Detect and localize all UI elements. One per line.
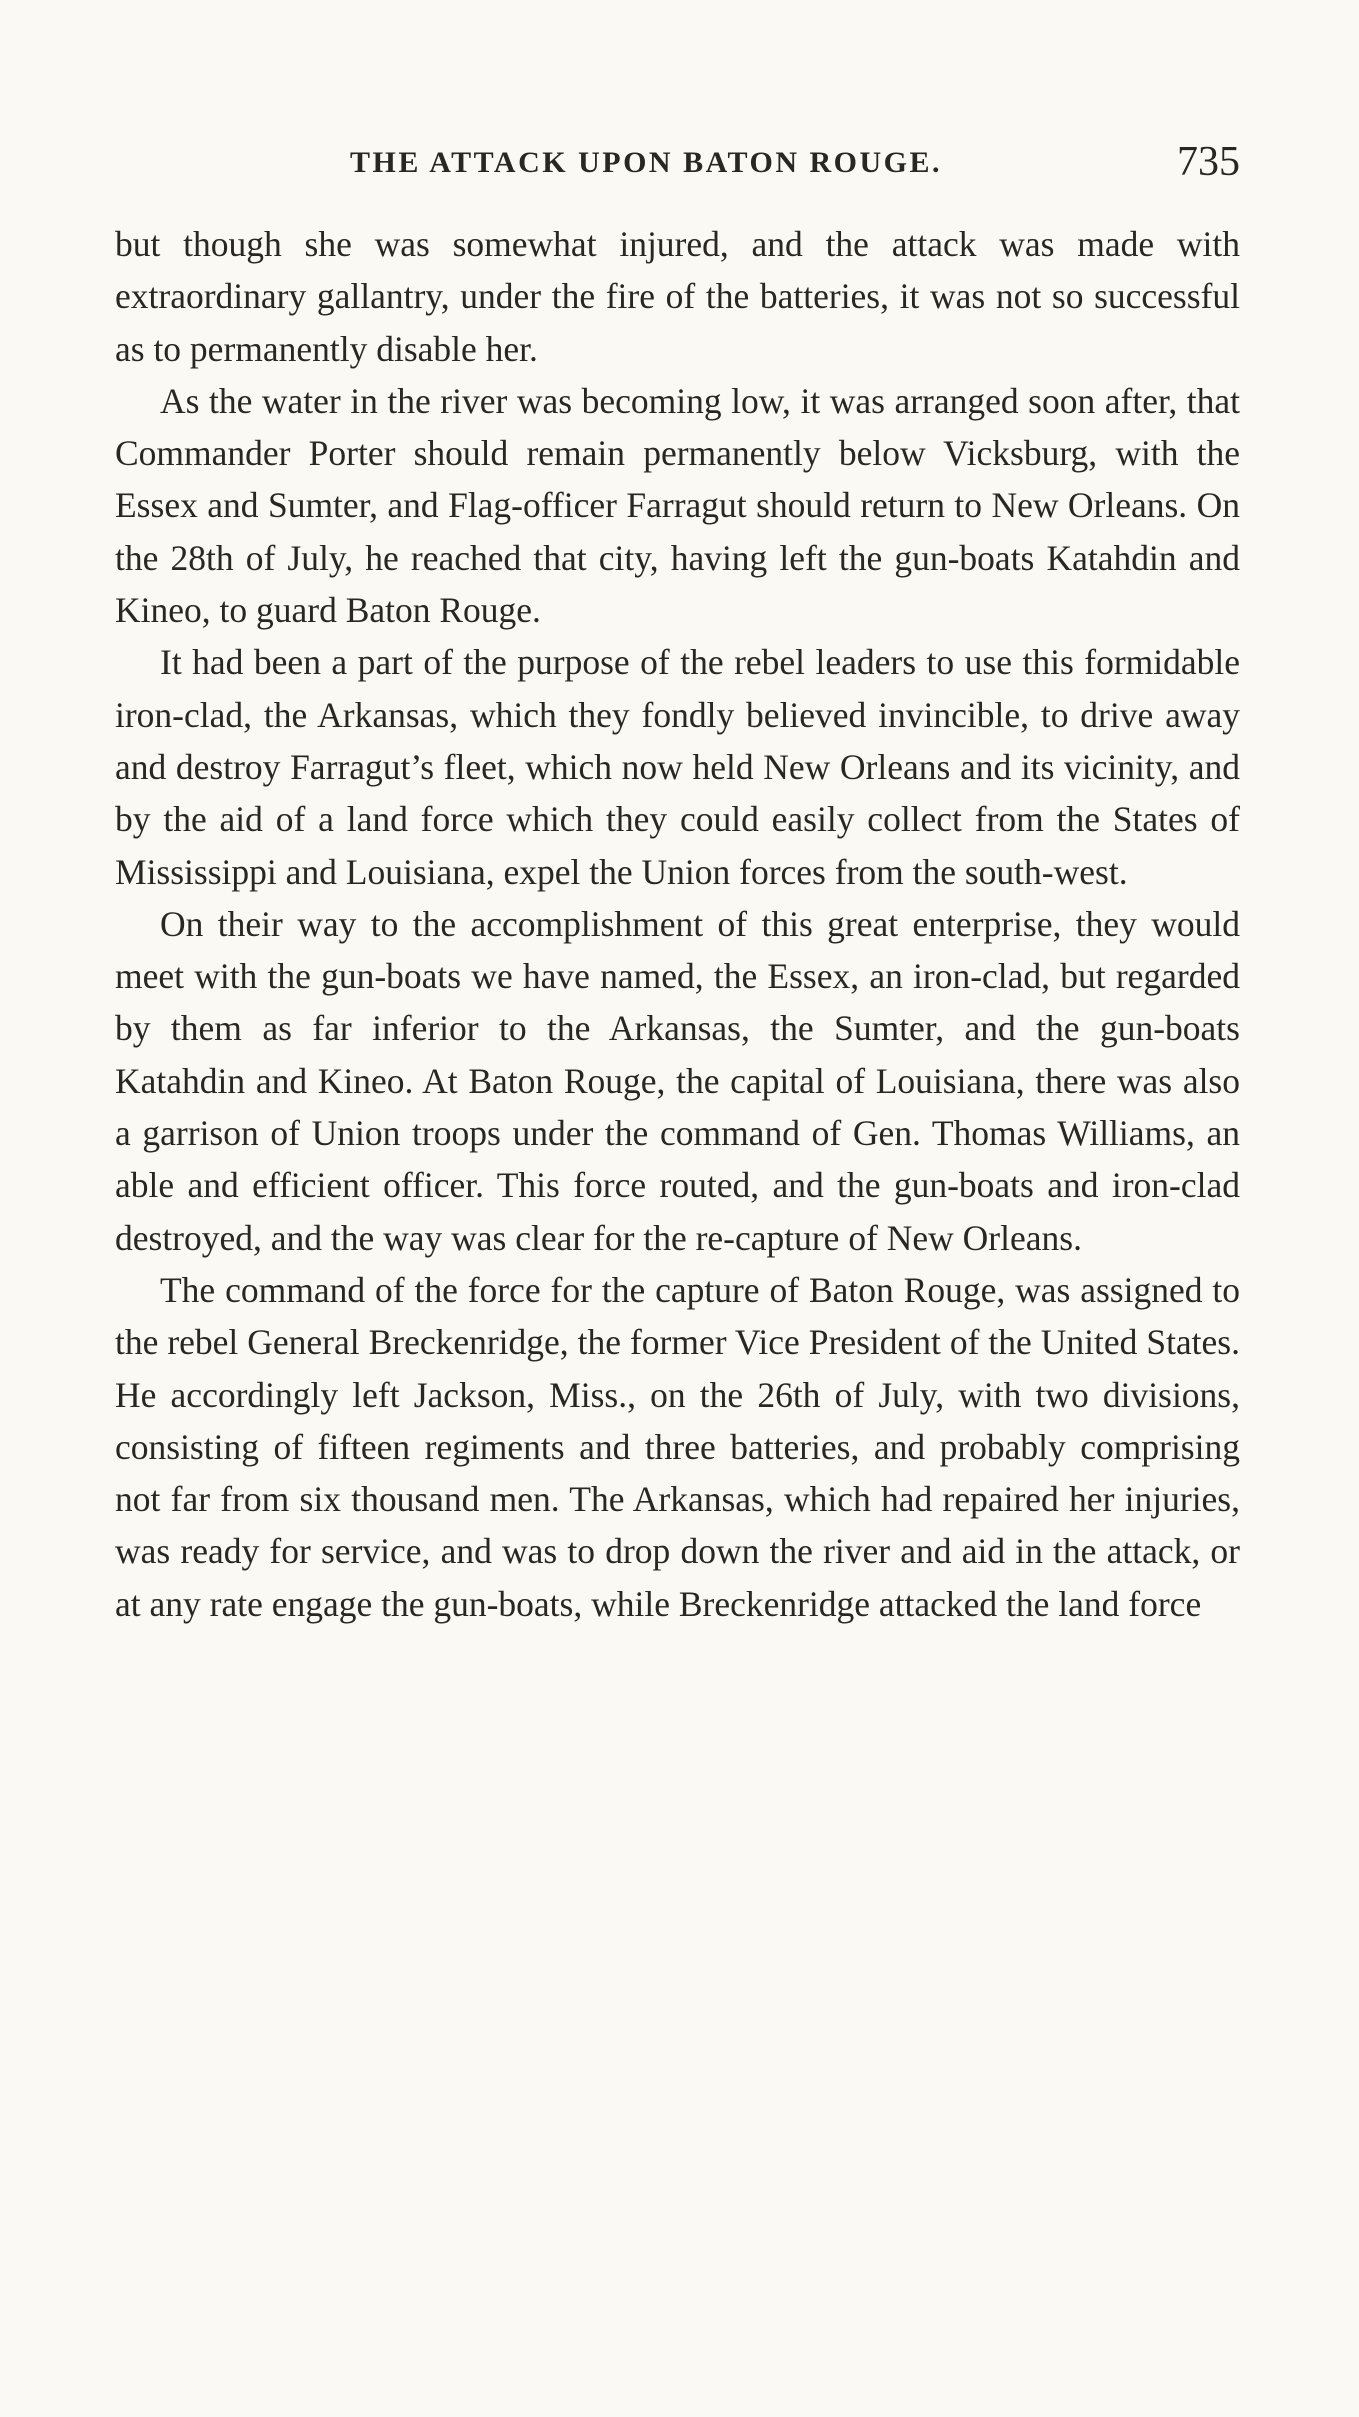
paragraph-continued: but though she was somewhat injured, and the attack was made with extraordinary gallantry, under the fire of the batteries, it was not so successful as to permanently disable her. (115, 224, 1240, 369)
paragraph-rebel-purpose: It had been a part of the purpose of the rebel leaders to use this formidable iron-clad, the Arkansas, which they fondly believed invincible, to drive away and destroy Farragut’s fleet, which now held New Orleans and its vicinity, and by the aid of a land force which they could easily collect from the States of Mississippi and Louisiana, expel the Union forces from the south-west. (115, 642, 1240, 892)
running-title: THE ATTACK UPON BATON ROUGE. (350, 146, 943, 179)
paragraph-breckenridge: The command of the force for the capture of Baton Rouge, was assigned to the rebel General Breckenridge, the former Vice President of the United States. He accordingly left Jackson, Miss., on the 26th of July, with two divisions, consisting of fifteen regiments and three batteries, and probably comprising not far from six thousand men. The Arkansas, which had repaired her injuries, was ready for service, and was to drop down the river and aid in the attack, or at any rate engage the gun-boats, while Breckenridge attacked the land force (115, 1269, 1240, 1624)
running-head (115, 138, 1240, 188)
paragraph-enterprise: On their way to the accomplishment of this great enterprise, they would meet with the gun-boats we have named, the Essex, an iron-clad, but regarded by them as far inferior to the Arkansas, the Sumter, and the gun-boats Katahdin and Kineo. At Baton Rouge, the capital of Louisiana, there was also a garrison of Union troops under the command of Gen. Thomas Williams, an able and efficient officer. This force routed, and the gun-boats and iron-clad destroyed, and the way was clear for the re-capture of New Orleans. (115, 903, 1240, 1258)
body-text (115, 218, 1240, 1630)
paragraph-porter-farragut: As the water in the river was becoming low, it was arranged soon after, that Commander Porter should remain permanently below Vicksburg, with the Essex and Sumter, and Flag-officer Farragut should return to New Orleans. On the 28th of July, he reached that city, having left the gun-boats Katahdin and Kineo, to guard Baton Rouge. (115, 380, 1240, 631)
page-number: 735 (1177, 139, 1240, 185)
